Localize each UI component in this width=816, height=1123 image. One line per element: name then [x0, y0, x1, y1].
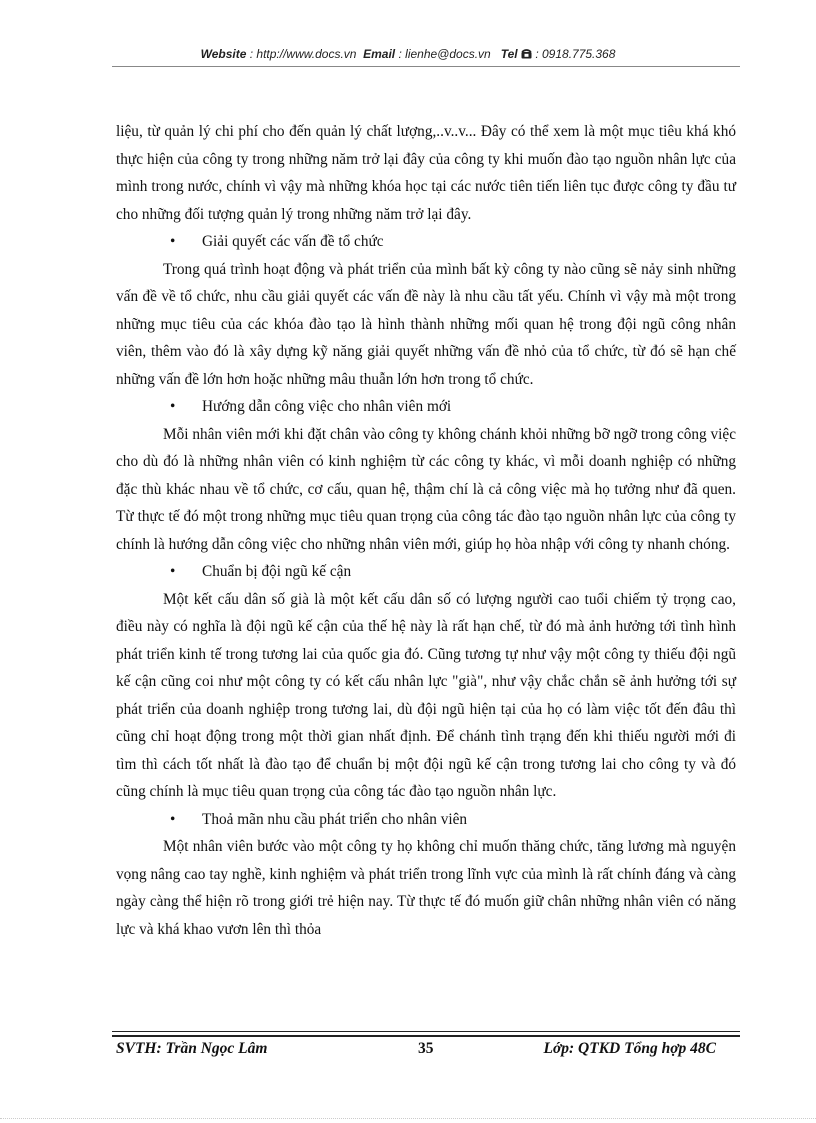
footer-divider-thick [112, 1035, 740, 1037]
email-value: : lienhe@docs.vn [398, 47, 491, 61]
bullet-item-1 [116, 228, 736, 256]
footer-class: Lớp: QTKD Tổng hợp 48C [543, 1040, 716, 1057]
tel-label: Tel [500, 47, 518, 61]
bullet-item-2 [116, 393, 736, 421]
paragraph-1: liệu, từ quản lý chi phí cho đến quản lý chất lượng,..v..v... Đây có thể xem là một mục tiêu khá khó thực hiện của công ty trong những năm trở lại đây của công ty khi muốn đào tạo nguồn nhân lực của mình trong nước, chính vì vậy mà những khóa học tại các nước tiên tiến liên tục được công ty đầu tư cho những đối tượng quản lý trong những năm trở lại đây. [116, 123, 736, 223]
page-edge-divider [0, 1118, 816, 1119]
email-label: Email [363, 47, 396, 61]
bullet-text: Thoả mãn nhu cầu phát triển cho nhân viên [202, 810, 468, 828]
page-header [0, 47, 816, 61]
bullet-item-4 [116, 806, 736, 834]
tel-value: : 0918.775.368 [535, 47, 616, 61]
bullet-item-3 [116, 558, 736, 586]
page-footer [116, 1040, 736, 1064]
paragraph-2: Trong quá trình hoạt động và phát triển của mình bất kỳ công ty nào cũng sẽ nảy sinh những vấn đề về tổ chức, nhu cầu giải quyết các vấn đề này là nhu cầu tất yếu. Chính vì vậy mà một trong những mục tiêu của các khóa đào tạo là hình thành những mối quan hệ trong đội ngũ công nhân viên, thêm vào đó là xây dựng kỹ năng giải quyết những vấn đề nhỏ của tổ chức, từ đó sẽ hạn chế những vấn đề lớn hơn hoặc những mâu thuẫn lớn hơn trong tổ chức. [116, 260, 736, 388]
document-body [116, 118, 736, 943]
paragraph-5: Một nhân viên bước vào một công ty họ không chỉ muốn thăng chức, tăng lương mà nguyện vọng nâng cao tay nghề, kinh nghiệm và phát triển trong lĩnh vực của mình là rất chính đáng và càng ngày càng thể hiện rõ trong giới trẻ hiện nay. Từ thực tế đó muốn giữ chân những nhân viên có năng lực và khá khao vươn lên thì thỏa [116, 838, 736, 938]
footer-author: SVTH: Trần Ngọc Lâm [116, 1040, 268, 1057]
phone-icon [521, 47, 535, 61]
bullet-text: Chuẩn bị đội ngũ kế cận [202, 563, 352, 580]
website-label: Website [200, 47, 247, 61]
bullet-dot: • [170, 810, 176, 828]
bullet-dot: • [170, 233, 176, 250]
paragraph-3: Mỗi nhân viên mới khi đặt chân vào công ty không chánh khỏi những bỡ ngỡ trong công việc cho dù đó là những nhân viên có kinh nghiệm từ các công ty khác, vì mỗi doanh nghiệp có những đặc thù khác nhau về tổ chức, cơ cấu, quan hệ, thậm chí là cả công việc mà họ tưởng như đã quen. Từ thực tế đó một trong những mục tiêu quan trọng của công tác đào tạo nguồn nhân lực của công ty chính là hướng dẫn công việc cho những nhân viên mới, giúp họ hòa nhập với công ty nhanh chóng. [116, 425, 736, 553]
page-number: 35 [418, 1040, 434, 1057]
header-divider [112, 66, 740, 67]
paragraph-4: Một kết cấu dân số già là một kết cấu dân số có lượng người cao tuổi chiếm tỷ trọng cao, điều này có nghĩa là đội ngũ kế cận của thế hệ này là rất hạn chế, từ đó mà ảnh hưởng tới tình hình phát triển kinh tế trong tương lai của quốc gia đó. Cũng tương tự như vậy một công ty thiếu đội ngũ kế cận cũng coi như một công ty có kết cấu nhân lực "già", như vậy chắc chắn sẽ ảnh hưởng tới sự phát triển của doanh nghiệp trong tương lai, dù đội ngũ hiện tại của họ có làm việc tốt đến đâu thì cũng chỉ hoạt động trong một thời gian nhất định. Để chánh tình trạng đến khi thiếu người mới đi tìm thì cách tốt nhất là đào tạo để chuẩn bị một đội ngũ kế cận trong tương lai cho công ty và đó cũng chính là mục tiêu quan trọng của công tác đào tạo nguồn nhân lực. [116, 590, 736, 800]
bullet-text: Hướng dẫn công việc cho nhân viên mới [202, 398, 452, 415]
bullet-dot: • [170, 563, 176, 580]
footer-divider [112, 1031, 740, 1032]
bullet-text: Giải quyết các vấn đề tổ chức [202, 233, 384, 250]
bullet-dot: • [170, 398, 176, 415]
website-value: : http://www.docs.vn [249, 47, 357, 61]
